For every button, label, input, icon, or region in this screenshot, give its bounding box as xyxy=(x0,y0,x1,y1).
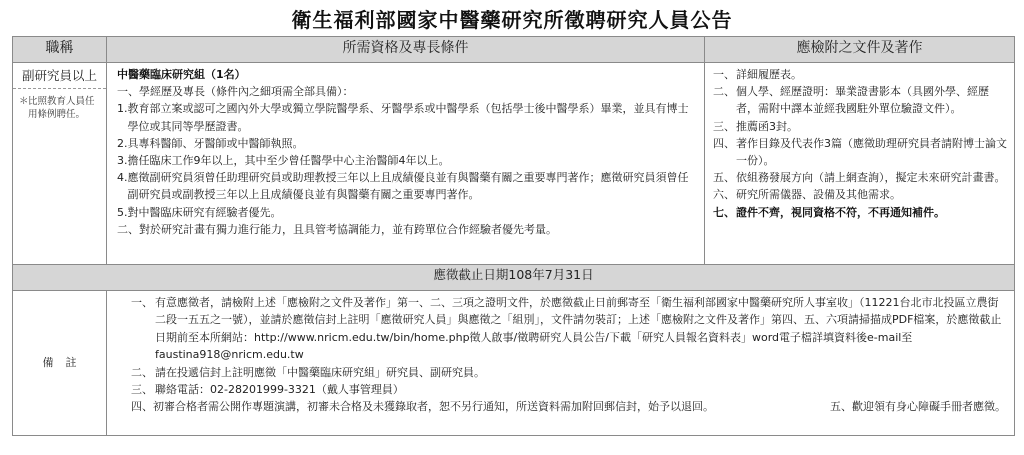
document-item: 三、 推薦函3封。 xyxy=(713,119,798,133)
position-cell xyxy=(13,63,107,265)
notes-label: 備註 xyxy=(13,291,107,436)
header-requirements: 所需資格及專長條件 xyxy=(107,37,705,63)
asterisk-mark: ＊ xyxy=(19,96,29,107)
header-position: 職稱 xyxy=(13,37,107,63)
announcement-table xyxy=(12,36,1015,436)
header-documents: 應檢附之文件及著作 xyxy=(705,37,1015,63)
document-item: 六、 研究所需儀器、設備及其他需求。 xyxy=(713,188,901,202)
notes-cell xyxy=(107,291,1015,436)
requirement-item: 2. 具專科醫師、牙醫師或中醫師執照。 xyxy=(117,136,304,150)
research-group-title: 中醫藥臨床研究組（1名） xyxy=(117,68,246,81)
position-note xyxy=(13,89,106,121)
deadline-row xyxy=(13,265,1015,291)
requirement-item: 3. 擔任臨床工作9年以上，其中至少曾任醫學中心主治醫師4年以上。 xyxy=(117,154,450,168)
documents-cell xyxy=(705,63,1015,265)
document-item: 四、 著作目錄及代表作3篇（應徵助理研究員者請附博士論文一份）。 xyxy=(713,136,1007,168)
note-item-5: 五、歡迎領有身心障礙手冊者應徵。 xyxy=(830,400,1006,414)
document-item: 二、 個人學、經歷證明：畢業證書影本（具國外學、經歷者，需附中譯本並經我國駐外單位驗證文件）。 xyxy=(713,85,989,116)
requirement-item: 1. 教育部立案或認可之國內外大學或獨立學院醫學系、牙醫學系或中醫學系（包括學士後中醫學系）畢業，並具有博士學位或其同等學歷證書。 xyxy=(117,102,689,133)
notes-row xyxy=(13,291,1015,436)
note-item: 一、 有意應徵者，請檢附上述「應檢附之文件及著作」第一、二、三項之證明文件，於應徵截止日前郵寄至「衛生福利部國家中醫藥研究所人事室收」（11221台北市北投區立農街二段一五五之一號），並請於應徵信封上註明「應徵研究人員」與應徵之「組別」，文件請勿裝訂；上述「應檢附之文件及著作」第四、五、六項請掃描成PDF檔案，於應徵截止日期前至本所網站：http://www.nricm.edu.tw/bin/home.php徵人啟事/徵聘研究人員公告/下載「研究人員報名資料表」word電子檔詳填資料後e-mail至faustina918@nricm.edu.tw xyxy=(131,296,1002,362)
note-item-4: 四、初審合格者需公開作專題演講，初審未合格及未獲錄取者，恕不另行通知，所送資料需加附回郵信封，始予以退回。 xyxy=(131,400,714,414)
note-item: 三、 聯絡電話：02-28201999-3321（戴人事管理員） xyxy=(131,383,404,397)
position-row xyxy=(13,63,1015,265)
requirement-item: 5. 對中醫臨床研究有經驗者優先。 xyxy=(117,205,282,219)
requirements-section-2: 二、對於研究計畫有獨力進行能力，且具管考協調能力，並有跨單位合作經驗者優先考量。 xyxy=(117,222,557,236)
document-item: 一、 詳細履歷表。 xyxy=(713,68,802,81)
position-title: 副研究員以上 xyxy=(13,63,106,89)
requirements-section-1: 一、學經歷及專長（條件內之細項需全部具備）： xyxy=(117,85,354,99)
requirements-cell xyxy=(107,63,705,265)
document-item: 五、 依組務發展方向（請上網查詢），擬定未來研究計畫書。 xyxy=(713,171,1006,185)
note-item: 二、 請在投遞信封上註明應徵「中醫藥臨床研究組」研究員、副研究員。 xyxy=(131,365,485,379)
page-title: 衛生福利部國家中醫藥研究所徵聘研究人員公告 xyxy=(291,8,733,32)
document-item-warning: 七、 證件不齊，視同資格不符，不再通知補件。 xyxy=(713,205,945,219)
position-note-text: 比照教育人員任用條例聘任。 xyxy=(28,96,95,120)
deadline-text: 應徵截止日期108年7月31日 xyxy=(13,265,1015,291)
requirement-item: 4. 應徵副研究員須曾任助理研究員或助理教授三年以上且成績優良並有與醫藥有關之重要專門著作；應徵研究員須曾任副研究員或副教授三年以上且成績優良並有與醫藥有關之重要專門著作。 xyxy=(117,171,689,202)
table-header-row xyxy=(13,37,1015,63)
note-item-last xyxy=(131,398,1006,415)
